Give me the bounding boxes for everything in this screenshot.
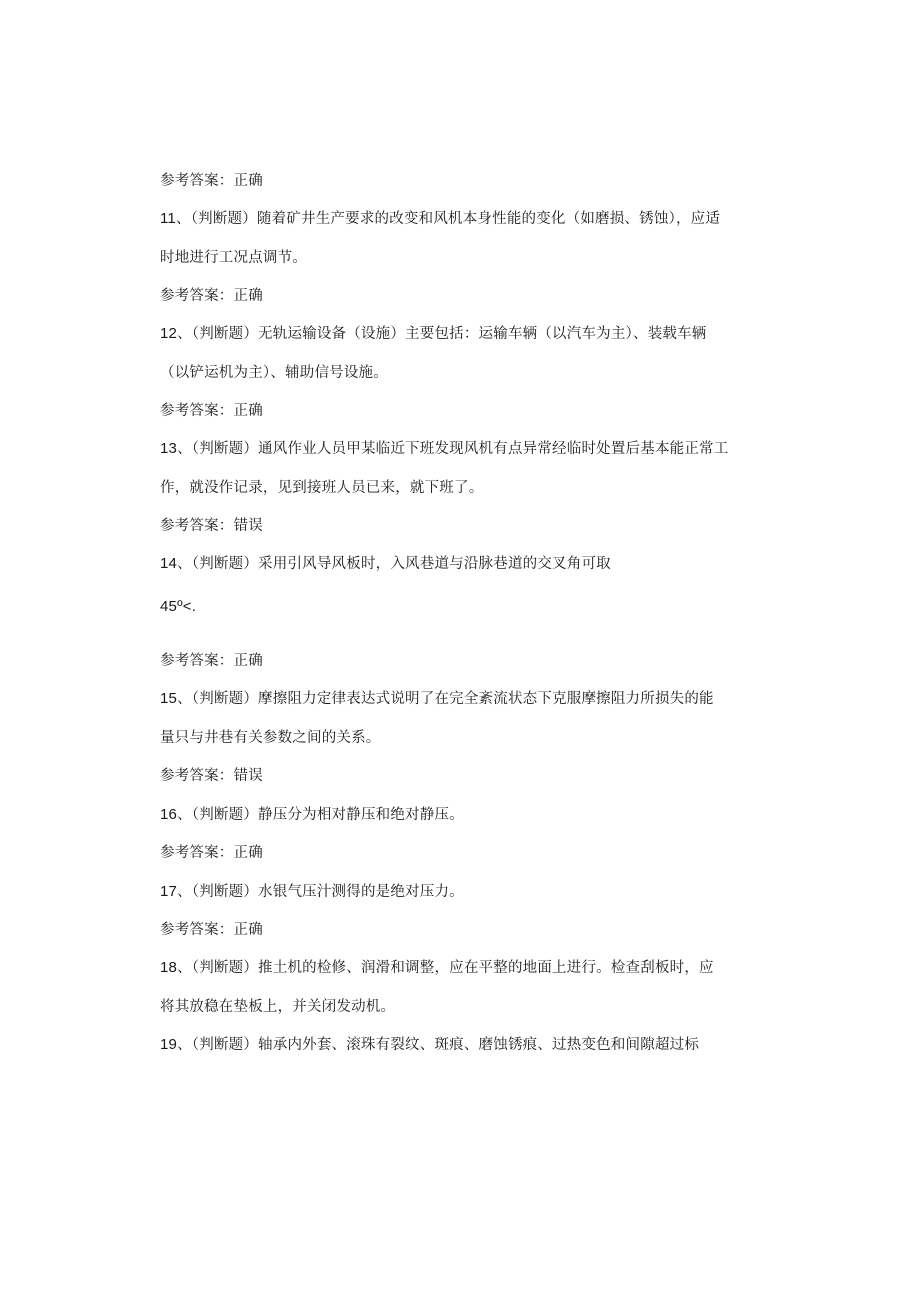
question-continuation: 量只与井巷有关参数之间的关系。 <box>160 730 381 746</box>
question-number: 18 <box>160 959 178 976</box>
question-number: 12 <box>160 325 178 342</box>
question-text: （判断题）摩擦阻力定律表达式说明了在完全紊流状态下克服摩擦阻力所损失的能 <box>191 691 714 707</box>
question-number: 19 <box>160 1036 178 1053</box>
question-separator: 、 <box>175 211 191 227</box>
question-line <box>160 805 464 825</box>
question-separator: 、 <box>177 1037 192 1053</box>
question-text: （判断题）轴承内外套、滚珠有裂纹、斑痕、磨蚀锈痕、过热变色和间隙超过标 <box>191 1037 700 1053</box>
answer-value: 正确 <box>233 288 263 304</box>
question-number: 11 <box>160 210 176 227</box>
question-line <box>160 209 720 229</box>
answer-line <box>160 843 263 863</box>
question-line <box>160 689 714 709</box>
answer-label: 参考答案： <box>160 845 234 861</box>
question-text: （判断题）随着矿井生产要求的改变和风机本身性能的变化（如磨损、锈蚀），应适 <box>190 211 721 227</box>
answer-line <box>160 171 263 191</box>
question-text: （判断题）水银气压汁测得的是绝对压力。 <box>191 884 464 900</box>
question-number: 13 <box>160 440 178 457</box>
question-text: （判断题）静压分为相对静压和绝对静压。 <box>191 807 464 823</box>
question-continuation: （以铲运机为主）、辅助信号设施。 <box>160 365 388 381</box>
answer-label: 参考答案： <box>160 922 234 938</box>
question-continuation: 时地进行工况点调节。 <box>160 250 307 266</box>
answer-value: 正确 <box>233 653 263 669</box>
answer-value: 正确 <box>233 403 263 419</box>
question-text: （判断题）通风作业人员甲某临近下班发现风机有点异常经临时处置后基本能正常工 <box>191 441 729 457</box>
answer-label: 参考答案： <box>160 403 234 419</box>
question-text: （判断题）无轨运输设备（设施）主要包括：运输车辆（以汽车为主）、装载车辆 <box>191 326 707 342</box>
answer-value: 错误 <box>233 768 263 784</box>
answer-value: 正确 <box>233 922 263 938</box>
answer-line <box>160 766 263 786</box>
answer-line <box>160 651 263 671</box>
answer-label: 参考答案： <box>160 653 234 669</box>
question-text: （判断题）推土机的检修、润滑和调整，应在平整的地面上进行。检查刮板时，应 <box>191 960 714 976</box>
question-separator: 、 <box>177 691 192 707</box>
answer-line <box>160 920 263 940</box>
answer-value: 正确 <box>233 173 263 189</box>
answer-label: 参考答案： <box>160 768 234 784</box>
question-line <box>160 882 464 902</box>
question-line <box>160 324 707 344</box>
question-continuation: 作，就没作记录，见到接班人员已来，就下班了。 <box>160 480 484 496</box>
answer-line <box>160 401 263 421</box>
question-separator: 、 <box>177 326 192 342</box>
answer-value: 错误 <box>233 518 263 534</box>
question-separator: 、 <box>177 441 192 457</box>
question-separator: 、 <box>177 556 192 572</box>
question-line <box>160 1035 699 1055</box>
question-number: 15 <box>160 690 178 707</box>
answer-label: 参考答案： <box>160 173 234 189</box>
answer-label: 参考答案： <box>160 518 234 534</box>
answer-line <box>160 516 263 536</box>
question-separator: 、 <box>177 960 192 976</box>
question-separator: 、 <box>177 884 192 900</box>
answer-label: 参考答案： <box>160 288 234 304</box>
question-number: 17 <box>160 883 178 900</box>
question-line <box>160 439 728 459</box>
question-continuation: 45º<. <box>160 598 197 615</box>
question-number: 16 <box>160 806 178 823</box>
question-line <box>160 554 611 574</box>
question-text: （判断题）采用引风导风板时，入风巷道与沿脉巷道的交叉角可取 <box>191 556 611 572</box>
question-separator: 、 <box>177 807 192 823</box>
answer-line <box>160 286 263 306</box>
question-continuation: 将其放稳在垫板上，并关闭发动机。 <box>160 999 396 1015</box>
question-number: 14 <box>160 555 178 572</box>
question-line <box>160 958 714 978</box>
answer-value: 正确 <box>233 845 263 861</box>
